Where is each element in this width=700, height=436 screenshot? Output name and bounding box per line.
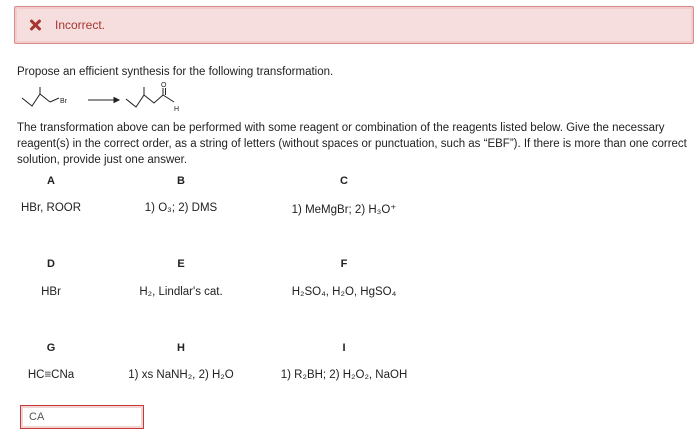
- question-text: Propose an efficient synthesis for the following transformation.: [17, 66, 334, 78]
- reagent-name: 1) R₂BH; 2) H₂O₂, NaOH: [280, 369, 408, 381]
- reagent-name: HBr: [41, 286, 61, 298]
- close-icon: [29, 19, 41, 31]
- reagent-name: 1) O₃; 2) DMS: [144, 202, 218, 214]
- reagent-name: H₂, Lindlar's cat.: [139, 286, 223, 298]
- feedback-text: Incorrect.: [55, 18, 106, 32]
- answer-input[interactable]: [20, 405, 144, 429]
- reagent-letter: E: [177, 258, 185, 270]
- reagent-name: 1) xs NaNH₂, 2) H₂O: [128, 369, 234, 381]
- reagent-letter: B: [177, 175, 185, 187]
- reagent-letter: H: [177, 342, 185, 354]
- reagent-letter: D: [47, 258, 55, 270]
- feedback-banner: [14, 6, 694, 44]
- reaction-arrow: [88, 98, 119, 103]
- instructions-text: The transformation above can be performed with some reagent or combination of the reagents listed below. Give the necessary reagent(s) in the correct order, as a string of letters (without spaces or punctuation, such as “EBF”). If there is more than one correct solution, provide just one answer.: [17, 122, 687, 166]
- reagent-letter: A: [47, 175, 55, 187]
- reagent-name: 1) MeMgBr; 2) H₃O⁺: [291, 204, 397, 216]
- reagent-letter: F: [340, 258, 348, 270]
- reactant-structure: [22, 87, 59, 106]
- reagent-letter: C: [340, 175, 348, 187]
- reagent-letter: I: [342, 342, 346, 354]
- reaction-scheme: [14, 80, 204, 116]
- product-hydrogen-label: H: [174, 106, 180, 113]
- reactant-bromine-label: Br: [60, 98, 67, 105]
- reagent-letter: G: [46, 342, 56, 354]
- reagent-name: HC≡CNa: [27, 369, 75, 381]
- reagent-name: HBr, ROOR: [20, 202, 82, 214]
- product-oxygen-label: O: [161, 82, 167, 89]
- product-structure: [126, 87, 174, 107]
- reagent-name: H₂SO₄, H₂O, HgSO₄: [291, 286, 397, 298]
